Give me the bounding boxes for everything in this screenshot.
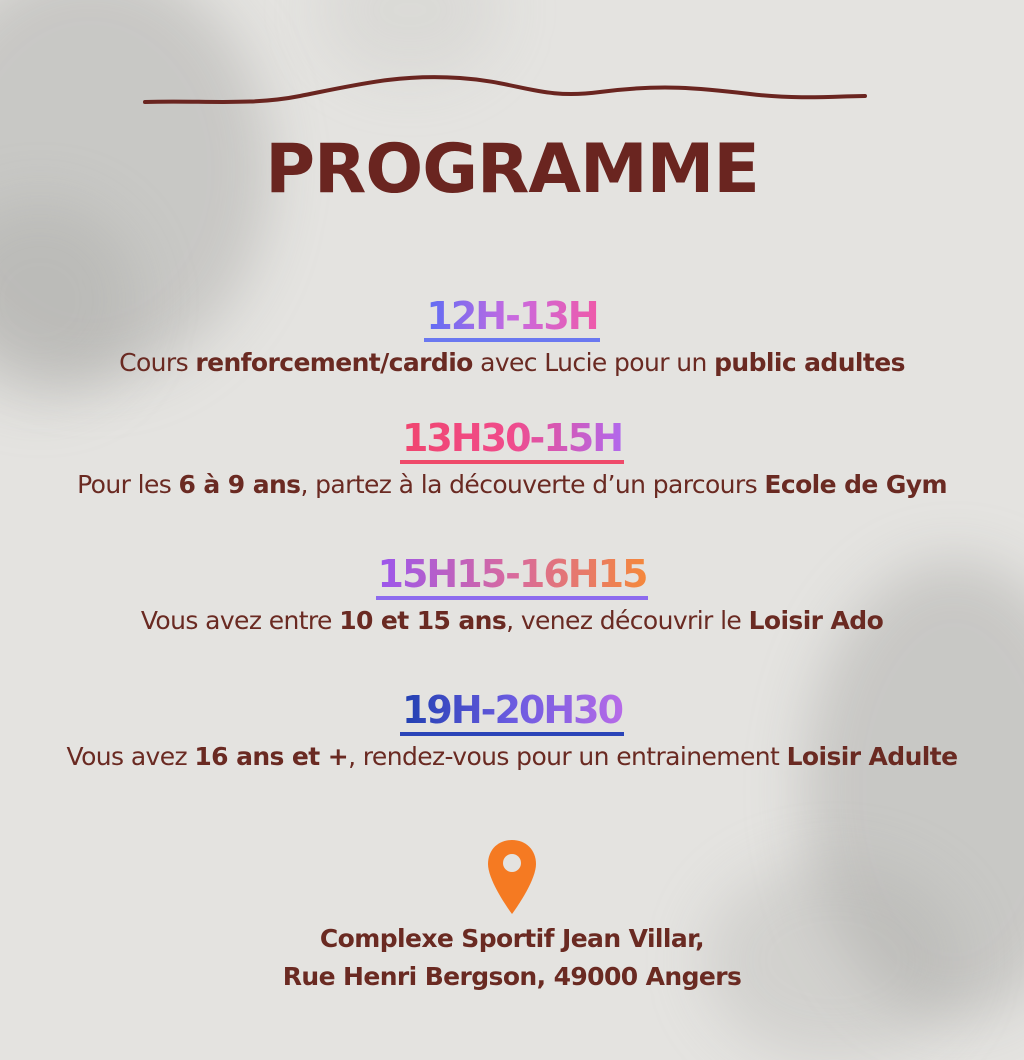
desc-highlight: 6 à 9 ans xyxy=(178,469,301,499)
schedule-slot xyxy=(0,418,1024,499)
desc-text: Cours xyxy=(119,347,196,377)
desc-highlight: 16 ans et + xyxy=(194,741,349,771)
slot-description xyxy=(0,606,1024,635)
desc-text: , partez à la découverte d’un parcours xyxy=(300,469,765,499)
slot-description xyxy=(0,470,1024,499)
desc-text: , venez découvrir le xyxy=(506,605,749,635)
slot-time: 12H-13H xyxy=(424,296,599,342)
desc-highlight: renforcement/cardio xyxy=(195,347,473,377)
page-title: PROGRAMME xyxy=(265,130,759,209)
desc-highlight: 10 et 15 ans xyxy=(339,605,507,635)
map-pin-icon xyxy=(486,838,538,916)
desc-text: Vous avez xyxy=(66,741,195,771)
schedule-slot xyxy=(0,690,1024,771)
desc-text: Vous avez entre xyxy=(140,605,340,635)
address-line-2: Rue Henri Bergson, 49000 Angers xyxy=(282,962,742,991)
schedule-slot xyxy=(0,554,1024,635)
slot-description xyxy=(0,348,1024,377)
address xyxy=(0,920,1024,996)
desc-text: avec Lucie pour un xyxy=(472,347,715,377)
desc-highlight: Loisir Ado xyxy=(748,605,884,635)
desc-text: Pour les xyxy=(77,469,179,499)
slot-time: 15H15-16H15 xyxy=(376,554,649,600)
desc-text: , rendez-vous pour un entrainement xyxy=(348,741,787,771)
decorative-wave xyxy=(140,62,870,122)
desc-highlight: Loisir Adulte xyxy=(786,741,958,771)
slot-description xyxy=(0,742,1024,771)
schedule-slot xyxy=(0,296,1024,377)
desc-highlight: Ecole de Gym xyxy=(764,469,947,499)
address-line-1: Complexe Sportif Jean Villar, xyxy=(319,924,705,953)
desc-highlight: public adultes xyxy=(714,347,905,377)
slot-time: 19H-20H30 xyxy=(400,690,624,736)
slot-time: 13H30-15H xyxy=(400,418,624,464)
